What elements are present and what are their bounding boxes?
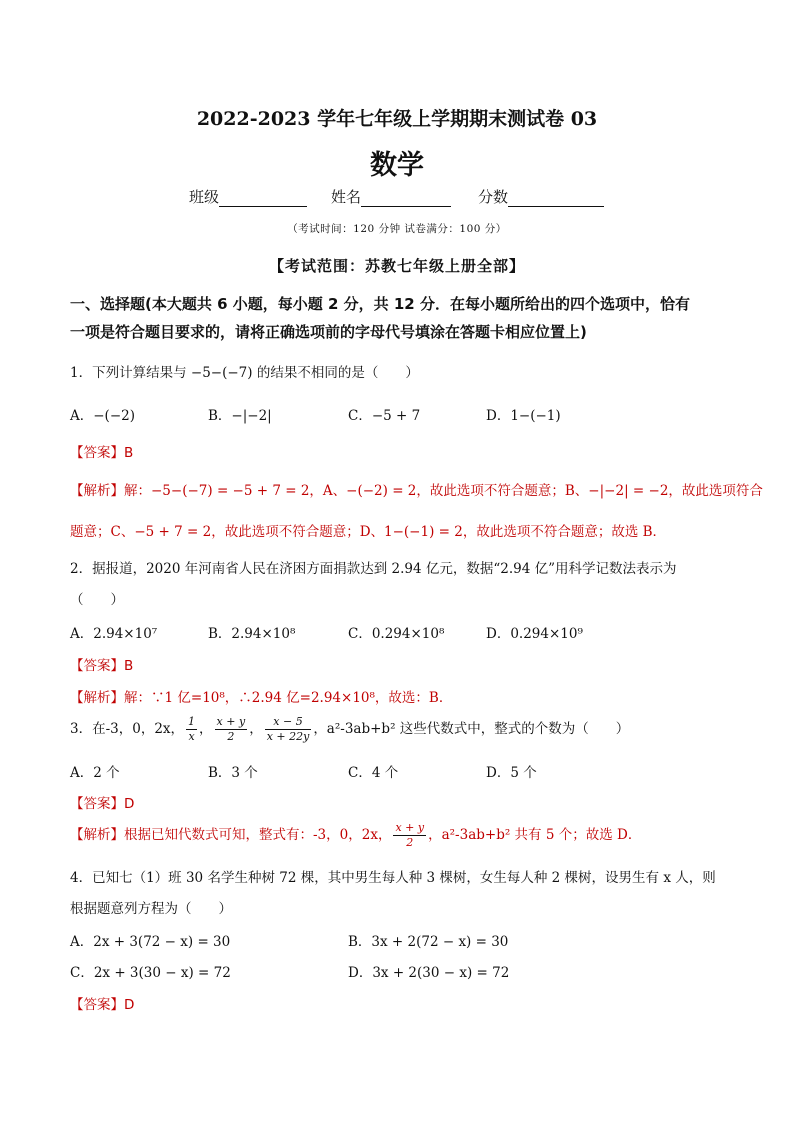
- q2-analysis-text: 解：∵1 亿=10⁸，∴2.94 亿=2.94×10⁸，故选：B．: [124, 690, 453, 706]
- q3-fraction-3: [265, 715, 312, 744]
- q4-answer-value: D: [124, 997, 135, 1013]
- q1-option-d: D．1−(−1): [486, 408, 561, 424]
- score-blank[interactable]: [508, 190, 604, 207]
- q3-analysis-b: ，a²-3ab+b² 共有 5 个；故选 D．: [428, 827, 642, 843]
- q3-answer-value: D: [124, 796, 135, 812]
- score-label: 分数: [478, 188, 509, 206]
- q1-answer-tag: 【答案】: [70, 445, 124, 461]
- class-field: [189, 186, 307, 207]
- q2-analysis-tag: 【解析】: [70, 690, 124, 706]
- q2-stem: 2．据报道，2020 年河南省人民在济困方面捐款达到 2.94 亿元，数据“2.94 亿”用科学记数法表示为: [70, 561, 677, 577]
- q4-option-b: B．3x + 2(72 − x) = 30: [348, 934, 509, 950]
- q4-stem-line2: 根据题意列方程为（ ）: [70, 901, 232, 917]
- q3-option-c: C．4 个: [348, 765, 399, 781]
- q3-fraction-3-num: x − 5: [265, 715, 312, 730]
- q2-answer-value: B: [124, 658, 134, 674]
- q2-stem-paren: （ ）: [70, 592, 124, 608]
- q4-answer-tag: 【答案】: [70, 997, 124, 1013]
- q3-stem: 3．在-3，0，2x， $\frac{1}{x}$ ， $\frac{x + y}{2}$ ， $\frac{x - 5}{x + 22y}$ ，a²-3ab+b² 这些代数式中，整式的个数为（ ）: [70, 715, 630, 743]
- q3-fraction-2: [215, 715, 248, 744]
- q4-option-c: C．2x + 3(30 − x) = 72: [70, 965, 231, 981]
- q1-answer: [70, 441, 133, 461]
- section-heading-line1: 一、选择题(本大题共 6 小题，每小题 2 分，共 12 分．在每小题所给出的四个选项中，恰有: [70, 295, 690, 313]
- q1-option-c: C．−5 + 7: [348, 408, 421, 424]
- class-label: 班级: [189, 188, 220, 206]
- q1-analysis-tag: 【解析】: [70, 483, 124, 499]
- q1-option-a: A．−(−2): [70, 408, 135, 424]
- q3-fraction-1: [186, 715, 197, 744]
- class-blank[interactable]: [219, 190, 307, 207]
- q3-analysis-a: 根据已知代数式可知，整式有：-3，0，2x，: [124, 827, 392, 843]
- q3-fraction-2-den: 2: [227, 730, 235, 743]
- q3-option-b: B．3 个: [208, 765, 258, 781]
- name-field: [331, 186, 451, 207]
- q2-analysis: [70, 686, 452, 706]
- q3-option-a: A．2 个: [70, 765, 120, 781]
- q1-analysis-text1: 解：−5−(−7) = −5 + 7 = 2，A、−(−2) = 2，故此选项不符合题意；B、−|−2| = −2，故此选项符合: [124, 483, 763, 499]
- subject-title: 数学: [370, 150, 424, 181]
- q2-answer: [70, 654, 133, 674]
- q3-fraction-1-den: x: [188, 730, 195, 743]
- q3-analysis-fraction-num: x + y: [395, 821, 425, 834]
- q4-answer: [70, 993, 134, 1013]
- score-field: [478, 186, 604, 207]
- name-label: 姓名: [331, 188, 362, 206]
- q3-option-d: D．5 个: [486, 765, 537, 781]
- q4-option-d: D．3x + 2(30 − x) = 72: [348, 965, 510, 981]
- q3-analysis-tag: 【解析】: [70, 827, 124, 843]
- q3-analysis-fraction-den: 2: [406, 836, 414, 849]
- name-blank[interactable]: [361, 190, 451, 207]
- q2-option-b: B．2.94×10⁸: [208, 626, 296, 642]
- q1-stem: 1．下列计算结果与 −5−(−7) 的结果不相同的是（ ）: [70, 365, 419, 381]
- section-heading-line2: 一项是符合题目要求的，请将正确选项前的字母代号填涂在答题卡相应位置上): [70, 323, 587, 341]
- q3-answer: [70, 792, 134, 812]
- q2-option-d: D．0.294×10⁹: [486, 626, 583, 642]
- q3-stem-b: ，a²-3ab+b² 这些代数式中，整式的个数为（ ）: [313, 721, 630, 737]
- q1-answer-value: B: [124, 445, 134, 461]
- q3-answer-tag: 【答案】: [70, 796, 124, 812]
- exam-title: 2022-2023 学年七年级上学期期末测试卷 03: [196, 108, 598, 130]
- q2-answer-tag: 【答案】: [70, 658, 124, 674]
- exam-scope: 【考试范围：苏教七年级上册全部】: [268, 257, 525, 275]
- q2-option-a: A．2.94×10⁷: [70, 626, 158, 642]
- q1-option-b: B．−|−2|: [208, 408, 272, 424]
- q2-option-c: C．0.294×10⁸: [348, 626, 445, 642]
- q4-stem-line1: 4．已知七（1）班 30 名学生种树 72 棵，其中男生每人种 3 棵树，女生每人种 2 棵树，设男生有 x 人，则: [70, 870, 716, 886]
- q4-option-a: A．2x + 3(72 − x) = 30: [70, 934, 231, 950]
- q3-fraction-3-den: x + 22y: [266, 730, 310, 743]
- q1-analysis-line2: 题意；C、−5 + 7 = 2，故此选项不符合题意；D、1−(−1) = 2，故此选项不符合题意；故选 B．: [70, 524, 667, 540]
- q3-analysis: [70, 820, 641, 850]
- q3-fraction-2-num: x + y: [216, 715, 246, 728]
- q3-analysis-fraction: [393, 821, 426, 850]
- q3-stem-a: 3．在-3，0，2x，: [70, 721, 185, 737]
- exam-note: （考试时间：120 分钟 试卷满分：100 分）: [287, 223, 507, 235]
- q1-analysis-line1: [70, 479, 763, 499]
- q3-fraction-1-num: 1: [188, 715, 196, 728]
